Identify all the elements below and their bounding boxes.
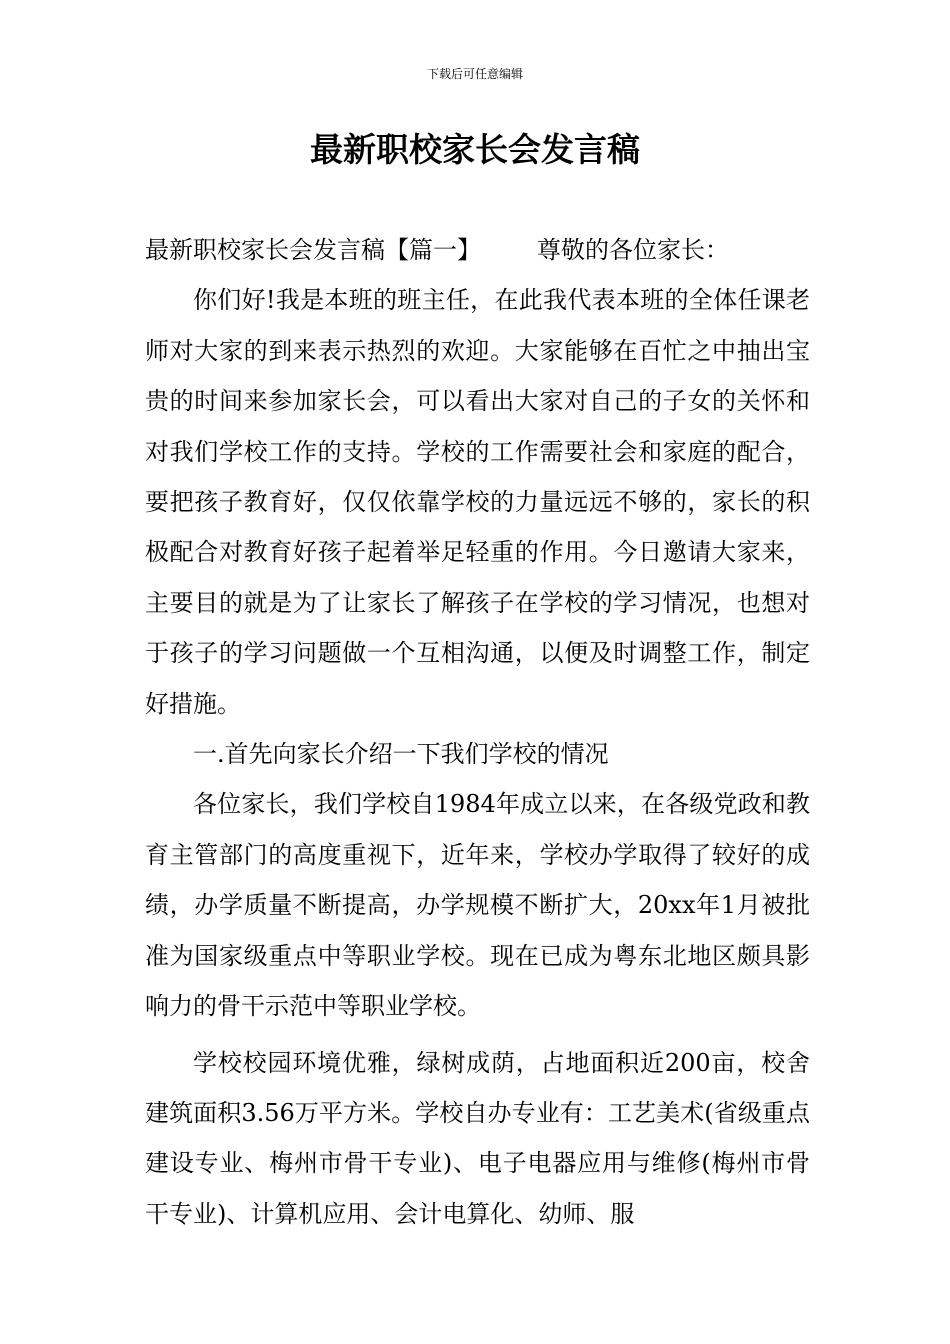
salutation: 尊敬的各位家长： xyxy=(537,236,729,264)
header-note: 下载后可任意编辑 xyxy=(426,67,523,81)
section-heading: 最新职校家长会发言稿【篇一】 xyxy=(145,236,481,264)
paragraph-campus: 学校校园环境优雅，绿树成荫，占地面积近200亩，校舍建筑面积3.56万平方米。学校自办专业有：工艺美术(省级重点建设专业、梅州市骨干专业)、电子电器应用与维修(梅州市骨干专业)、计算机应用、会计电算化、幼师、服 xyxy=(145,1048,810,1228)
paragraph-welcome: 你们好!我是本班的班主任，在此我代表本班的全体任课老师对大家的到来表示热烈的欢迎。大家能够在百忙之中抽出宝贵的时间来参加家长会，可以看出大家对自己的子女的关怀和对我们学校工作的支持。学校的工作需要社会和家庭的配合，要把孩子教育好，仅仅依靠学校的力量远远不够的，家长的积极配合对教育好孩子起着举足轻重的作用。今日邀请大家来，主要目的就是为了让家长了解孩子在学校的学习情况，也想对于孩子的学习问题做一个互相沟通，以便及时调整工作，制定好措施。 xyxy=(145,286,810,718)
document-title: 最新职校家长会发言稿 xyxy=(310,130,640,169)
document-body xyxy=(145,225,810,1239)
paragraph-school-history: 各位家长，我们学校自1984年成立以来，在各级党政和教育主管部门的高度重视下，近年来，学校办学取得了较好的成绩，办学质量不断提高，办学规模不断扩大，20xx年1月被批准为国家级重点中等职业学校。现在已成为粤东北地区颇具影响力的骨干示范中等职业学校。 xyxy=(145,790,810,1021)
intro-line xyxy=(145,225,810,275)
paragraph-section-title: 一.首先向家长介绍一下我们学校的情况 xyxy=(193,740,609,769)
